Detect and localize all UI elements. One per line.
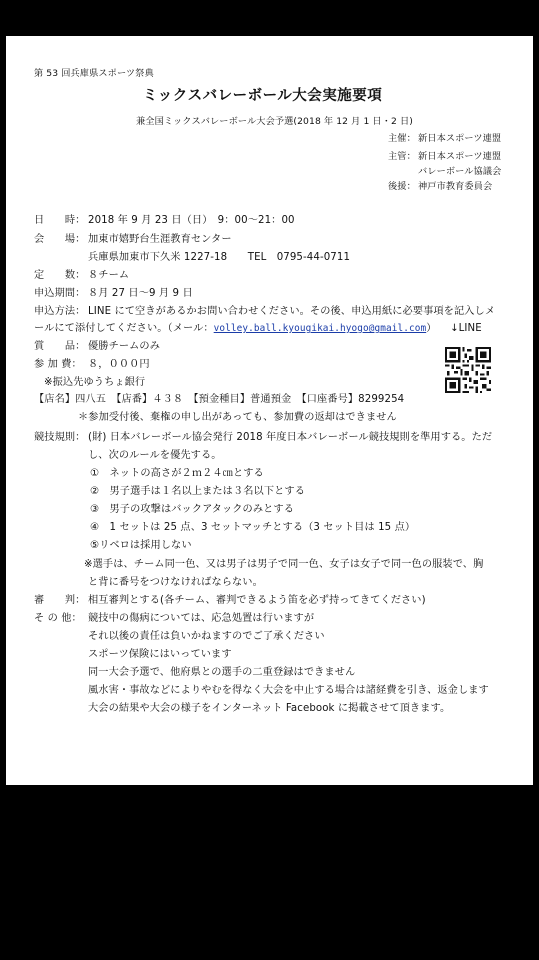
prize-label: 賞 品： bbox=[34, 341, 86, 352]
other-item: 大会の結果や大会の様子をインターネット Facebook に掲載させて頂きます。 bbox=[88, 703, 451, 714]
manager-1: 新日本スポーツ連盟 bbox=[418, 151, 502, 162]
manager-label: 主管： bbox=[388, 151, 416, 162]
venue: 加東市嬉野台生涯教育センター bbox=[88, 234, 232, 245]
fee: ８，０００円 bbox=[88, 359, 150, 370]
venue-address: 兵庫県加東市下久米 1227-18 TEL 0795-44-0711 bbox=[88, 252, 351, 263]
support: 神戸市教育委員会 bbox=[418, 181, 493, 192]
prize: 優勝チームのみ bbox=[88, 341, 161, 352]
method-line-2 bbox=[34, 322, 437, 336]
capacity-label: 定 数： bbox=[34, 270, 86, 281]
rule-item: ⑤リベロは採用しない bbox=[90, 540, 192, 551]
rule-item: ② 男子選手は１名以上または３名以下とする bbox=[90, 486, 305, 497]
referee-label: 審 判： bbox=[34, 595, 86, 606]
support-label: 後援： bbox=[388, 181, 416, 192]
date-label: 日 時： bbox=[34, 215, 86, 226]
rules-label: 競技規則： bbox=[34, 432, 86, 443]
rules-line-2: し、次のルールを優先する。 bbox=[88, 450, 222, 461]
rule-item: ① ネットの高さが２ｍ２４㎝とする bbox=[90, 468, 264, 479]
referee: 相互審判とする(各チーム、審判できるよう笛を必ず持ってきてください) bbox=[88, 595, 426, 606]
method-label: 申込方法： bbox=[34, 306, 86, 317]
other-item: スポーツ保険にはいっています bbox=[88, 649, 232, 660]
document-subtitle: 兼全国ミックスバレーボール大会予選(2018 年 12 月 1 日・2 日) bbox=[136, 116, 413, 127]
method-close: ） bbox=[426, 323, 437, 334]
bank-info: 【店名】四八五 【店番】４３８ 【預金種目】普通預金 【口座番号】8299254 bbox=[34, 394, 405, 405]
transfer-note: ※振込先ゆうちょ銀行 bbox=[44, 377, 146, 388]
manager-2: バレーボール協議会 bbox=[418, 166, 502, 177]
qr-code-icon[interactable] bbox=[445, 345, 491, 395]
host: 新日本スポーツ連盟 bbox=[418, 133, 502, 144]
other-item: 競技中の傷病については、応急処置は行いますが bbox=[88, 613, 315, 624]
rule-item: ③ 男子の攻撃はバックアタックのみとする bbox=[90, 504, 294, 515]
host-label: 主催： bbox=[388, 133, 416, 144]
other-item: 同一大会予選で、他府県との選手の二重登録はできません bbox=[88, 667, 356, 678]
other-item: 風水害・事故などによりやむを得なく大会を中止する場合は諸経費を引き、返金します bbox=[88, 685, 489, 696]
method-line-1: LINE にて空きがあるかお問い合わせください。その後、申込用紙に必要事項を記入しメ bbox=[88, 306, 496, 317]
other-item: それ以後の責任は負いかねますのでご了承ください bbox=[88, 631, 325, 642]
period-label: 申込期間： bbox=[34, 288, 86, 299]
refund-note: ＊参加受付後、棄権の申し出があっても、参加費の返却はできません bbox=[78, 412, 397, 423]
uniform-note-1: ※選手は、チーム同一色、又は男子は男子で同一色、女子は女子で同一色の服装で、胸 bbox=[84, 559, 484, 570]
event-series: 第 53 回兵庫県スポーツ祭典 bbox=[34, 68, 154, 79]
rule-item: ④ 1 セットは 25 点、3 セットマッチとする（3 セット目は 15 点） bbox=[90, 522, 416, 533]
uniform-note-2: と背に番号をつけなければならない。 bbox=[88, 577, 263, 588]
line-arrow: ↓LINE bbox=[450, 323, 482, 334]
method-text: ールにて添付してください。（メール： bbox=[34, 323, 214, 334]
capacity: ８チーム bbox=[88, 270, 130, 281]
document-title: ミックスバレーボール大会実施要項 bbox=[143, 88, 383, 104]
other-label: そ の 他： bbox=[34, 613, 82, 624]
period: ８月 27 日～9 月 9 日 bbox=[88, 288, 193, 299]
rules-line-1: (財) 日本バレーボール協会発行 2018 年度日本バレーボール競技規則を準用する。ただ bbox=[88, 432, 493, 443]
date: 2018 年 9 月 23 日（日） 9：00～21：00 bbox=[88, 215, 295, 226]
venue-label: 会 場： bbox=[34, 234, 86, 245]
email-link[interactable]: volley.ball.kyougikai.hyogo@gmail.com bbox=[213, 323, 427, 334]
document-page bbox=[6, 36, 533, 785]
fee-label: 参 加 費： bbox=[34, 359, 82, 370]
